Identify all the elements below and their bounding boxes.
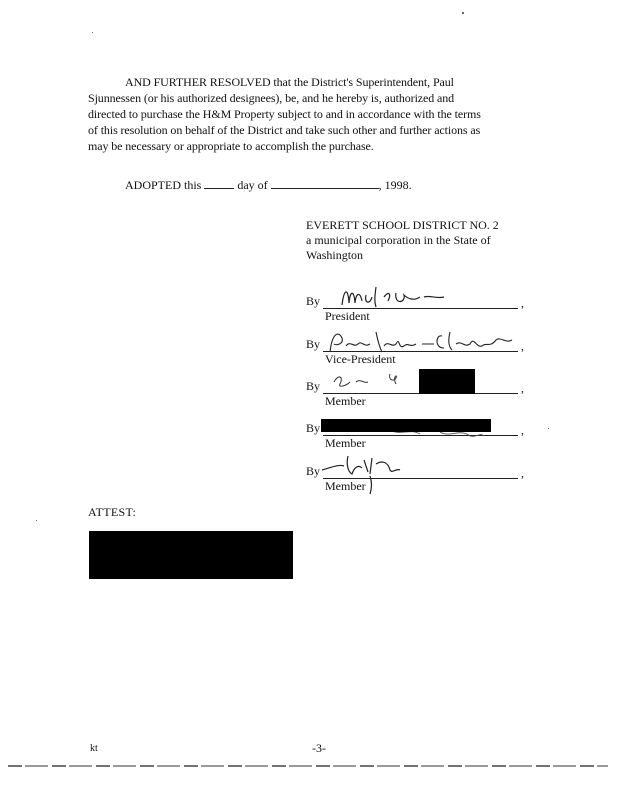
page-number: -3- xyxy=(312,741,326,755)
comma: , xyxy=(521,466,524,480)
resolution-line: of this resolution on behalf of the District and take such other and further actions as xyxy=(88,123,481,137)
resolution-line: may be necessary or appropriate to accomplish the purchase. xyxy=(88,139,374,153)
resolution-line: AND FURTHER RESOLVED that the District's Superintendent, Paul xyxy=(125,75,454,89)
district-state: Washington xyxy=(306,248,364,262)
comma: , xyxy=(521,381,524,395)
day-blank xyxy=(204,178,234,189)
comma: , xyxy=(521,339,524,353)
adopted-line xyxy=(125,178,412,193)
redaction-box xyxy=(419,369,475,394)
signature-title: Member xyxy=(325,479,366,493)
scan-speck xyxy=(36,520,37,521)
scan-artifact-line xyxy=(8,765,608,767)
district-name: EVERETT SCHOOL DISTRICT NO. 2 xyxy=(306,218,499,232)
resolution-line: directed to purchase the H&M Property subject to and in accordance with the terms xyxy=(88,107,481,121)
district-description: a municipal corporation in the State of xyxy=(306,233,491,247)
attest-label: ATTEST: xyxy=(88,505,137,519)
by-label: By xyxy=(306,294,321,308)
by-label: By xyxy=(306,464,321,478)
by-label: By xyxy=(306,421,321,435)
signature-title: Vice-President xyxy=(325,352,396,366)
by-label: By xyxy=(306,379,321,393)
comma: , xyxy=(521,296,524,310)
footer-initials: kt xyxy=(90,743,98,754)
resolution-line: Sjunnessen (or his authorized designees), be, and he hereby is, authorized and xyxy=(88,91,455,105)
scan-speck xyxy=(92,32,93,33)
district-block xyxy=(306,218,546,263)
member-signature xyxy=(330,368,420,392)
resolution-paragraph xyxy=(88,74,546,154)
month-blank xyxy=(271,178,379,189)
adopted-middle: day of xyxy=(237,178,268,192)
signature-title: Member xyxy=(325,436,366,450)
signature-title: Member xyxy=(325,394,366,408)
redaction-box xyxy=(89,531,293,579)
comma: , xyxy=(521,423,524,437)
scan-speck xyxy=(462,12,464,14)
redaction-box xyxy=(321,419,491,432)
by-label: By xyxy=(306,337,321,351)
adopted-prefix: ADOPTED this xyxy=(125,178,202,192)
scan-speck xyxy=(548,428,549,429)
signature-title: President xyxy=(325,309,370,323)
adopted-suffix: , 1998. xyxy=(378,178,412,192)
